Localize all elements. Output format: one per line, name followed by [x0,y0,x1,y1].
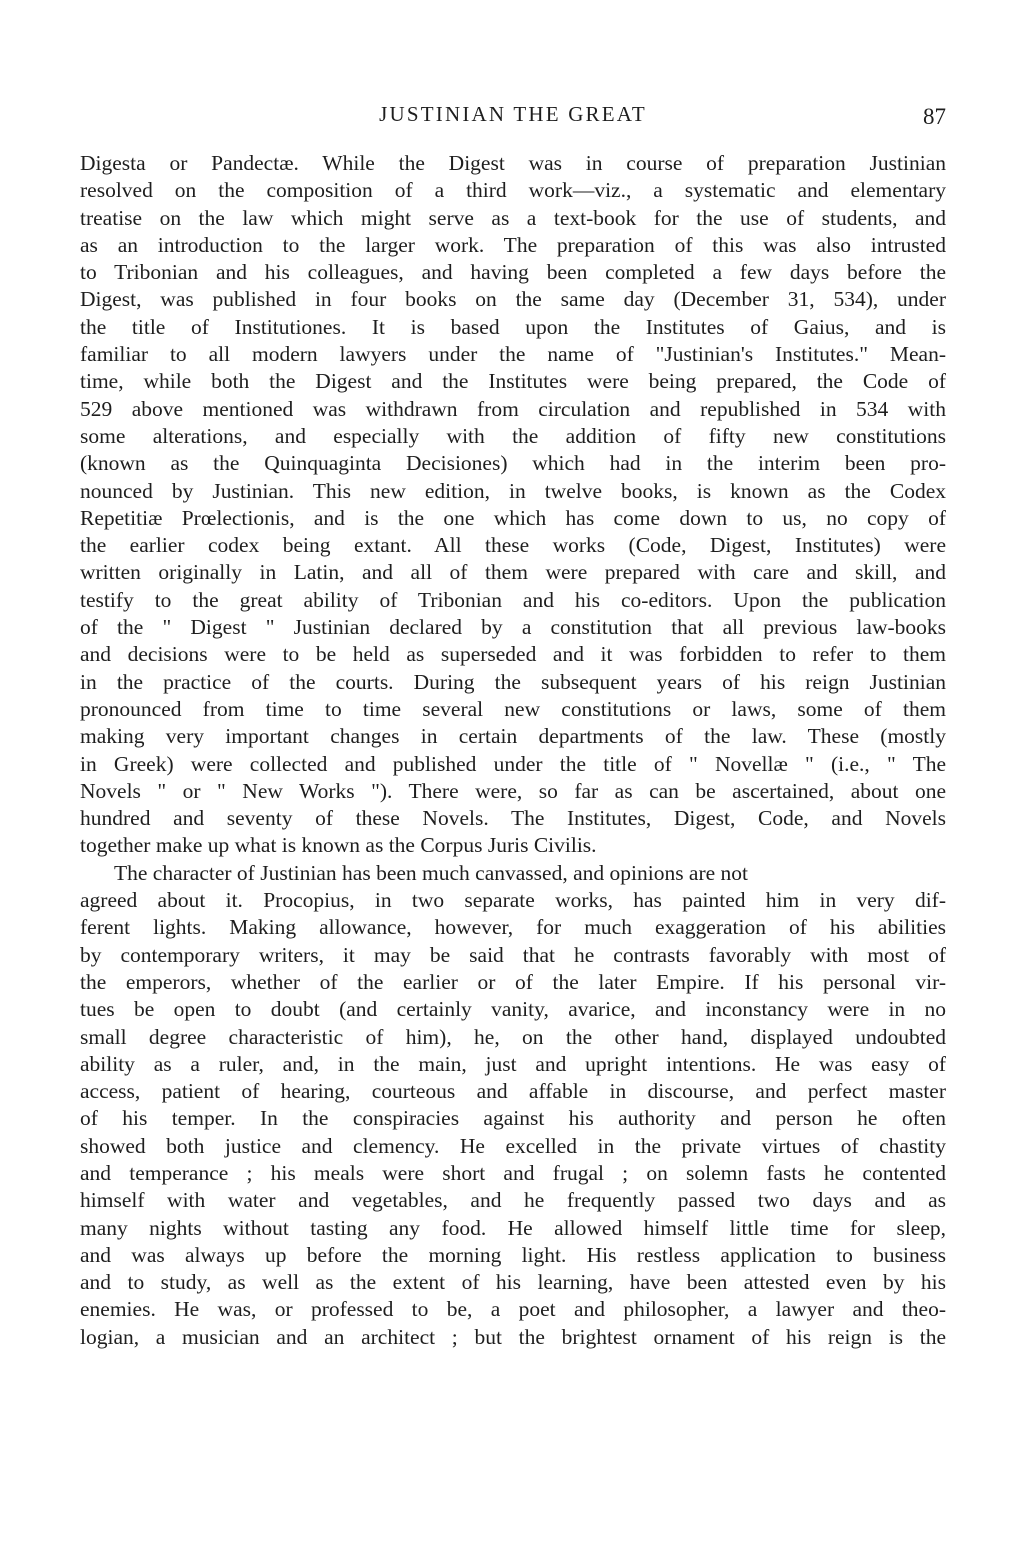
text-line: nounced by Justinian. This new edition, in twelve books, is known as the Codex [80,478,946,503]
text-line: to Tribonian and his colleagues, and having been completed a few days before the [80,260,946,285]
page-header [80,100,946,130]
text-line: Digesta or Pandectæ. While the Digest was in course of preparation Justinian [80,151,946,175]
text-line: showed both justice and clemency. He excelled in the private virtues of chastity [80,1133,946,1158]
text-line: by contemporary writers, it may be said that he contrasts favorably with most of [80,942,946,967]
text-line: access, patient of hearing, courteous and affable in discourse, and perfect master [80,1079,946,1104]
text-line: of the " Digest " Justinian declared by a constitution that all previous law-books [80,615,946,640]
text-line: himself with water and vegetables, and he frequently passed two days and as [80,1188,946,1213]
text-line: agreed about it. Procopius, in two separate works, has painted him in very dif- [80,888,946,913]
text-line: The character of Justinian has been much canvassed, and opinions are not [114,860,749,885]
text-line: small degree characteristic of him), he, on the other hand, displayed undoubted [80,1024,946,1049]
running-title: JUSTINIAN THE GREAT [379,102,647,126]
text-line: treatise on the law which might serve as a text-book for the use of students, and [80,205,946,230]
text-line: time, while both the Digest and the Institutes were being prepared, the Code of [80,369,946,394]
text-line: and to study, as well as the extent of his learning, have been attested even by his [80,1270,946,1295]
text-line: some alterations, and especially with the addition of fifty new constitutions [80,423,946,448]
text-line: hundred and seventy of these Novels. The Institutes, Digest, Code, and Novels [80,806,946,831]
text-line: as an introduction to the larger work. The preparation of this was also intrusted [80,232,946,257]
text-line: the earlier codex being extant. All these works (Code, Digest, Institutes) were [80,533,946,558]
text-line: ability as a ruler, and, in the main, just and upright intentions. He was easy of [80,1051,946,1076]
text-line: written originally in Latin, and all of them were prepared with care and skill, and [80,560,946,585]
text-line: in the practice of the courts. During the subsequent years of his reign Justinian [80,669,946,694]
text-line: the emperors, whether of the earlier or of the later Empire. If his personal vir- [80,969,946,994]
text-line: tues be open to doubt (and certainly vanity, avarice, and inconstancy were in no [80,997,946,1022]
text-line: and was always up before the morning light. His restless application to business [80,1242,946,1267]
text-line: Digest, was published in four books on the same day (December 31, 534), under [80,287,946,312]
text-line: testify to the great ability of Tribonian and his co-editors. Upon the publication [80,587,946,612]
body-text [80,150,946,1351]
text-line: enemies. He was, or professed to be, a poet and philosopher, a lawyer and theo- [80,1297,946,1322]
text-line: pronounced from time to time several new constitutions or laws, some of them [80,696,946,721]
text-line: resolved on the composition of a third work—viz., a systematic and elementary [80,178,946,203]
text-line: of his temper. In the conspiracies against his authority and person he often [80,1106,946,1131]
text-line: many nights without tasting any food. He allowed himself little time for sleep, [80,1215,946,1240]
text-line: (known as the Quinquaginta Decisiones) which had in the interim been pro- [80,451,946,476]
paragraph [80,860,946,1351]
paragraph [80,150,946,860]
text-line: making very important changes in certain departments of the law. These (mostly [80,724,946,749]
text-line: the title of Institutiones. It is based upon the Institutes of Gaius, and is [80,314,946,339]
text-line: together make up what is known as the Corpus Juris Civilis. [80,833,597,858]
text-line: familiar to all modern lawyers under the name of "Justinian's Institutes." Mean- [80,342,946,367]
text-line: and decisions were to be held as superseded and it was forbidden to refer to them [80,642,946,667]
page-number: 87 [923,104,946,129]
text-line: logian, a musician and an architect ; but the brightest ornament of his reign is the [80,1324,946,1349]
text-line: 529 above mentioned was withdrawn from circulation and republished in 534 with [80,396,946,421]
text-line: ferent lights. Making allowance, however, for much exaggeration of his abilities [80,915,946,940]
text-line: Repetitiæ Prœlectionis, and is the one which has come down to us, no copy of [80,505,946,530]
text-line: and temperance ; his meals were short and frugal ; on solemn fasts he contented [80,1160,946,1185]
text-line: in Greek) were collected and published under the title of " Novellæ " (i.e., " The [80,751,946,776]
text-line: Novels " or " New Works "). There were, so far as can be ascertained, about one [80,778,946,803]
